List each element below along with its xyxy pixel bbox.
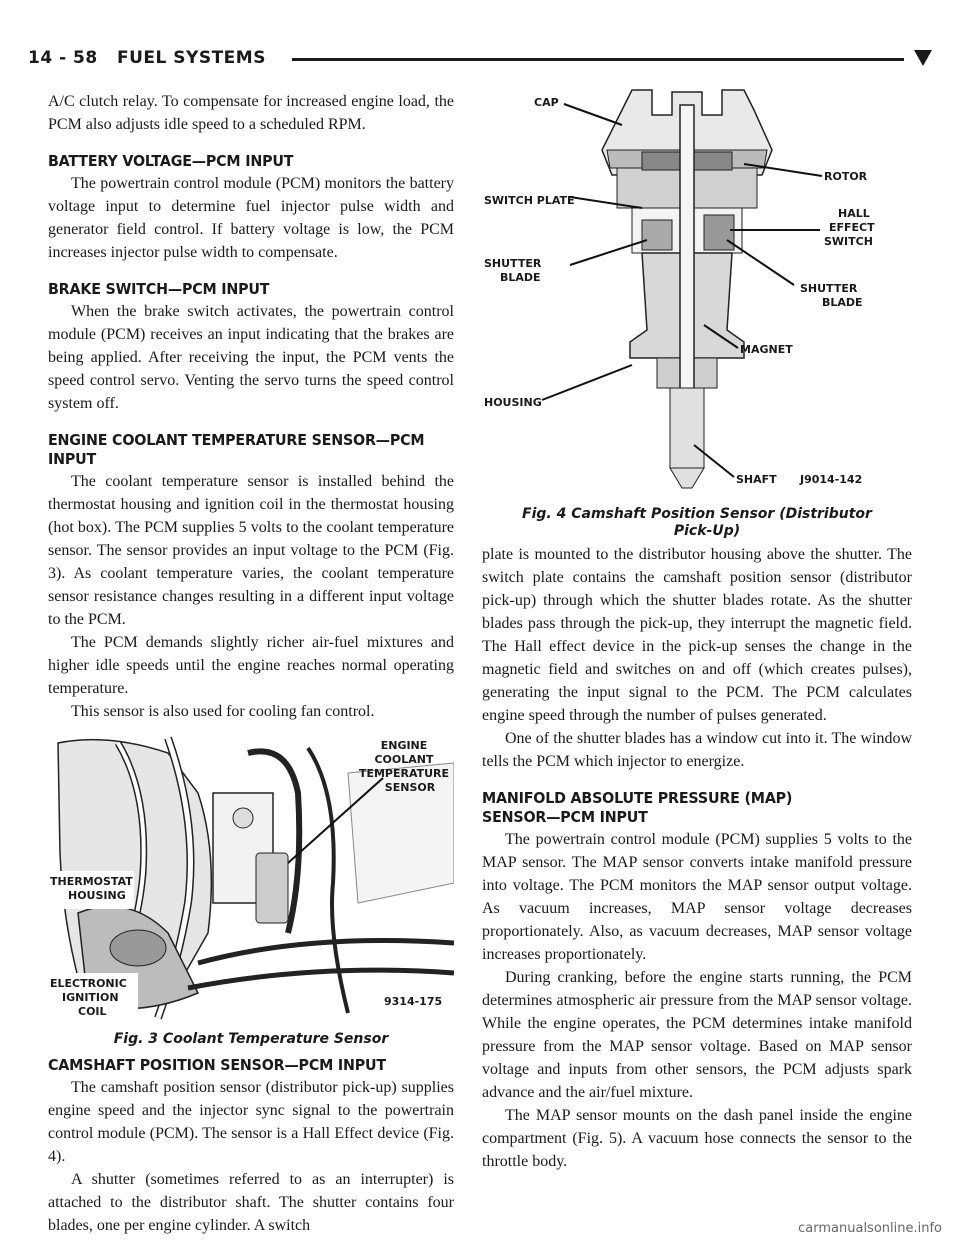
paragraph-coolant-3: This sensor is also used for cooling fan control. xyxy=(71,703,375,720)
fig3-label-coil-3: COIL xyxy=(78,1005,107,1018)
fig3-label-sensor-4: SENSOR xyxy=(384,781,436,794)
heading-camshaft: CAMSHAFT POSITION SENSOR—PCM INPUT xyxy=(48,1056,386,1074)
fig3-label-sensor-3: TEMPERATURE xyxy=(358,767,450,780)
fig3-label-thermostat-1: THERMOSTAT xyxy=(50,875,133,888)
coolant-sensor-illustration xyxy=(48,733,454,1025)
fig3-label-sensor-2: COOLANT xyxy=(374,753,434,766)
heading-battery: BATTERY VOLTAGE—PCM INPUT xyxy=(48,152,294,170)
fig3-code: 9314-175 xyxy=(384,995,443,1008)
heading-map: MANIFOLD ABSOLUTE PRESSURE (MAP) SENSOR—PCM INPUT xyxy=(482,789,793,826)
page-header xyxy=(28,44,934,78)
fig3-label-sensor-1: ENGINE xyxy=(380,739,428,752)
fig4-label-switch-plate: SWITCH PLATE xyxy=(484,194,575,207)
header-title xyxy=(28,48,266,68)
page-number: 14 - 58 xyxy=(28,48,98,68)
paragraph-map-1: The powertrain control module (PCM) supplies 5 volts to the MAP sensor. The MAP sensor converts intake manifold pressure into voltage. The PCM monitors the MAP sensor output voltage. As vacuum increases, MAP sensor voltage decreases proportionately. Also, as vacuum decreases, MAP sensor voltage increases proportionately. xyxy=(482,831,912,963)
header-rule xyxy=(292,58,904,61)
watermark: carmanualsonline.info xyxy=(798,1221,942,1236)
paragraph-map-2: During cranking, before the engine starts running, the PCM determines atmospheric air pressure from the MAP sensor voltage. While the engine operates, the PCM determines intake manifold pressure from the MAP sensor voltage. Based on MAP sensor voltage and inputs from other sensors, the PCM adjusts spark advance and the air/fuel mixture. xyxy=(482,969,912,1101)
figure-3 xyxy=(48,733,454,1048)
section-title: FUEL SYSTEMS xyxy=(116,48,266,68)
fig4-label-magnet: MAGNET xyxy=(740,343,793,356)
triangle-icon xyxy=(912,46,934,68)
fig4-label-shutter-left-2: BLADE xyxy=(500,271,541,284)
right-column xyxy=(482,80,912,1173)
paragraph-plate-2: One of the shutter blades has a window cut into it. The window tells the PCM which injector to energize. xyxy=(482,730,912,770)
fig3-label-coil-1: ELECTRONIC xyxy=(50,977,127,990)
figure-3-caption: Fig. 3 Coolant Temperature Sensor xyxy=(113,1031,389,1047)
paragraph-camshaft-2: A shutter (sometimes referred to as an interrupter) is attached to the distributor shaft. The shutter contains four blades, one per engine cylinder. A switch xyxy=(48,1171,454,1234)
paragraph-camshaft-1: The camshaft position sensor (distributor pick-up) supplies engine speed and the injector sync signal to the powertrain control module (PCM). The sensor is a Hall Effect device (Fig. 4). xyxy=(48,1079,454,1165)
fig4-label-shaft: SHAFT xyxy=(736,473,777,486)
fig3-label-coil-2: IGNITION xyxy=(62,991,119,1004)
fig4-label-rotor: ROTOR xyxy=(824,170,868,183)
fig4-label-shutter-left-1: SHUTTER xyxy=(484,257,542,270)
heading-brake: BRAKE SWITCH—PCM INPUT xyxy=(48,280,270,298)
paragraph-map-3: The MAP sensor mounts on the dash panel inside the engine compartment (Fig. 5). A vacuum hose connects the sensor to the throttle body. xyxy=(482,1107,912,1170)
fig4-label-hall-1: HALL xyxy=(838,207,870,220)
fig4-code: J9014-142 xyxy=(800,473,863,486)
paragraph-intro: A/C clutch relay. To compensate for increased engine load, the PCM also adjusts idle speed to a scheduled RPM. xyxy=(48,93,454,133)
paragraph-battery: The powertrain control module (PCM) monitors the battery voltage input to determine fuel injector pulse width and generator field control. If battery voltage is low, the PCM increases injector pulse width to compensate. xyxy=(48,175,454,261)
figure-4-caption-line-2: Pick-Up) xyxy=(673,523,741,539)
paragraph-plate-1: plate is mounted to the distributor housing above the shutter. The switch plate contains the camshaft position sensor (distributor pick-up) through which the shutter blades rotate. As the shutter blades pass through the pick-up, they interrupt the magnetic field. The Hall effect device in the pick-up senses the change in the magnetic field and switches on and off (which creates pulses), generating the input signal to the PCM. The PCM calculates engine speed through the number of pulses generated. xyxy=(482,546,912,724)
fig4-label-hall-3: SWITCH xyxy=(824,235,873,248)
fig4-label-hall-2: EFFECT xyxy=(829,221,875,234)
fig3-label-thermostat-2: HOUSING xyxy=(68,889,126,902)
figure-4 xyxy=(482,80,912,540)
fig4-label-cap: CAP xyxy=(534,96,559,109)
camshaft-sensor-illustration xyxy=(482,80,912,496)
fig4-label-shutter-right-2: BLADE xyxy=(822,296,863,309)
paragraph-coolant-1: The coolant temperature sensor is installed behind the thermostat housing and ignition coil in the thermostat housing (hot box). The PCM supplies 5 volts to the coolant temperature sensor. The sensor provides an input voltage to the PCM (Fig. 3). As coolant temperature varies, the coolant temperature sensor resistance changes resulting in a different input voltage to the PCM. xyxy=(48,473,454,628)
heading-coolant: ENGINE COOLANT TEMPERATURE SENSOR—PCM INPUT xyxy=(48,431,425,468)
paragraph-coolant-2: The PCM demands slightly richer air-fuel mixtures and higher idle speeds until the engine reaches normal operating temperature. xyxy=(48,634,454,697)
fig4-label-shutter-right-1: SHUTTER xyxy=(800,282,858,295)
fig4-label-housing: HOUSING xyxy=(484,396,542,409)
left-column xyxy=(48,90,454,1237)
paragraph-brake: When the brake switch activates, the powertrain control module (PCM) receives an input indicating that the brakes are being applied. After receiving the input, the PCM vents the speed control servo. Venting the servo turns the speed control system off. xyxy=(48,303,454,412)
figure-4-caption-line-1: Fig. 4 Camshaft Position Sensor (Distributor xyxy=(522,506,872,522)
